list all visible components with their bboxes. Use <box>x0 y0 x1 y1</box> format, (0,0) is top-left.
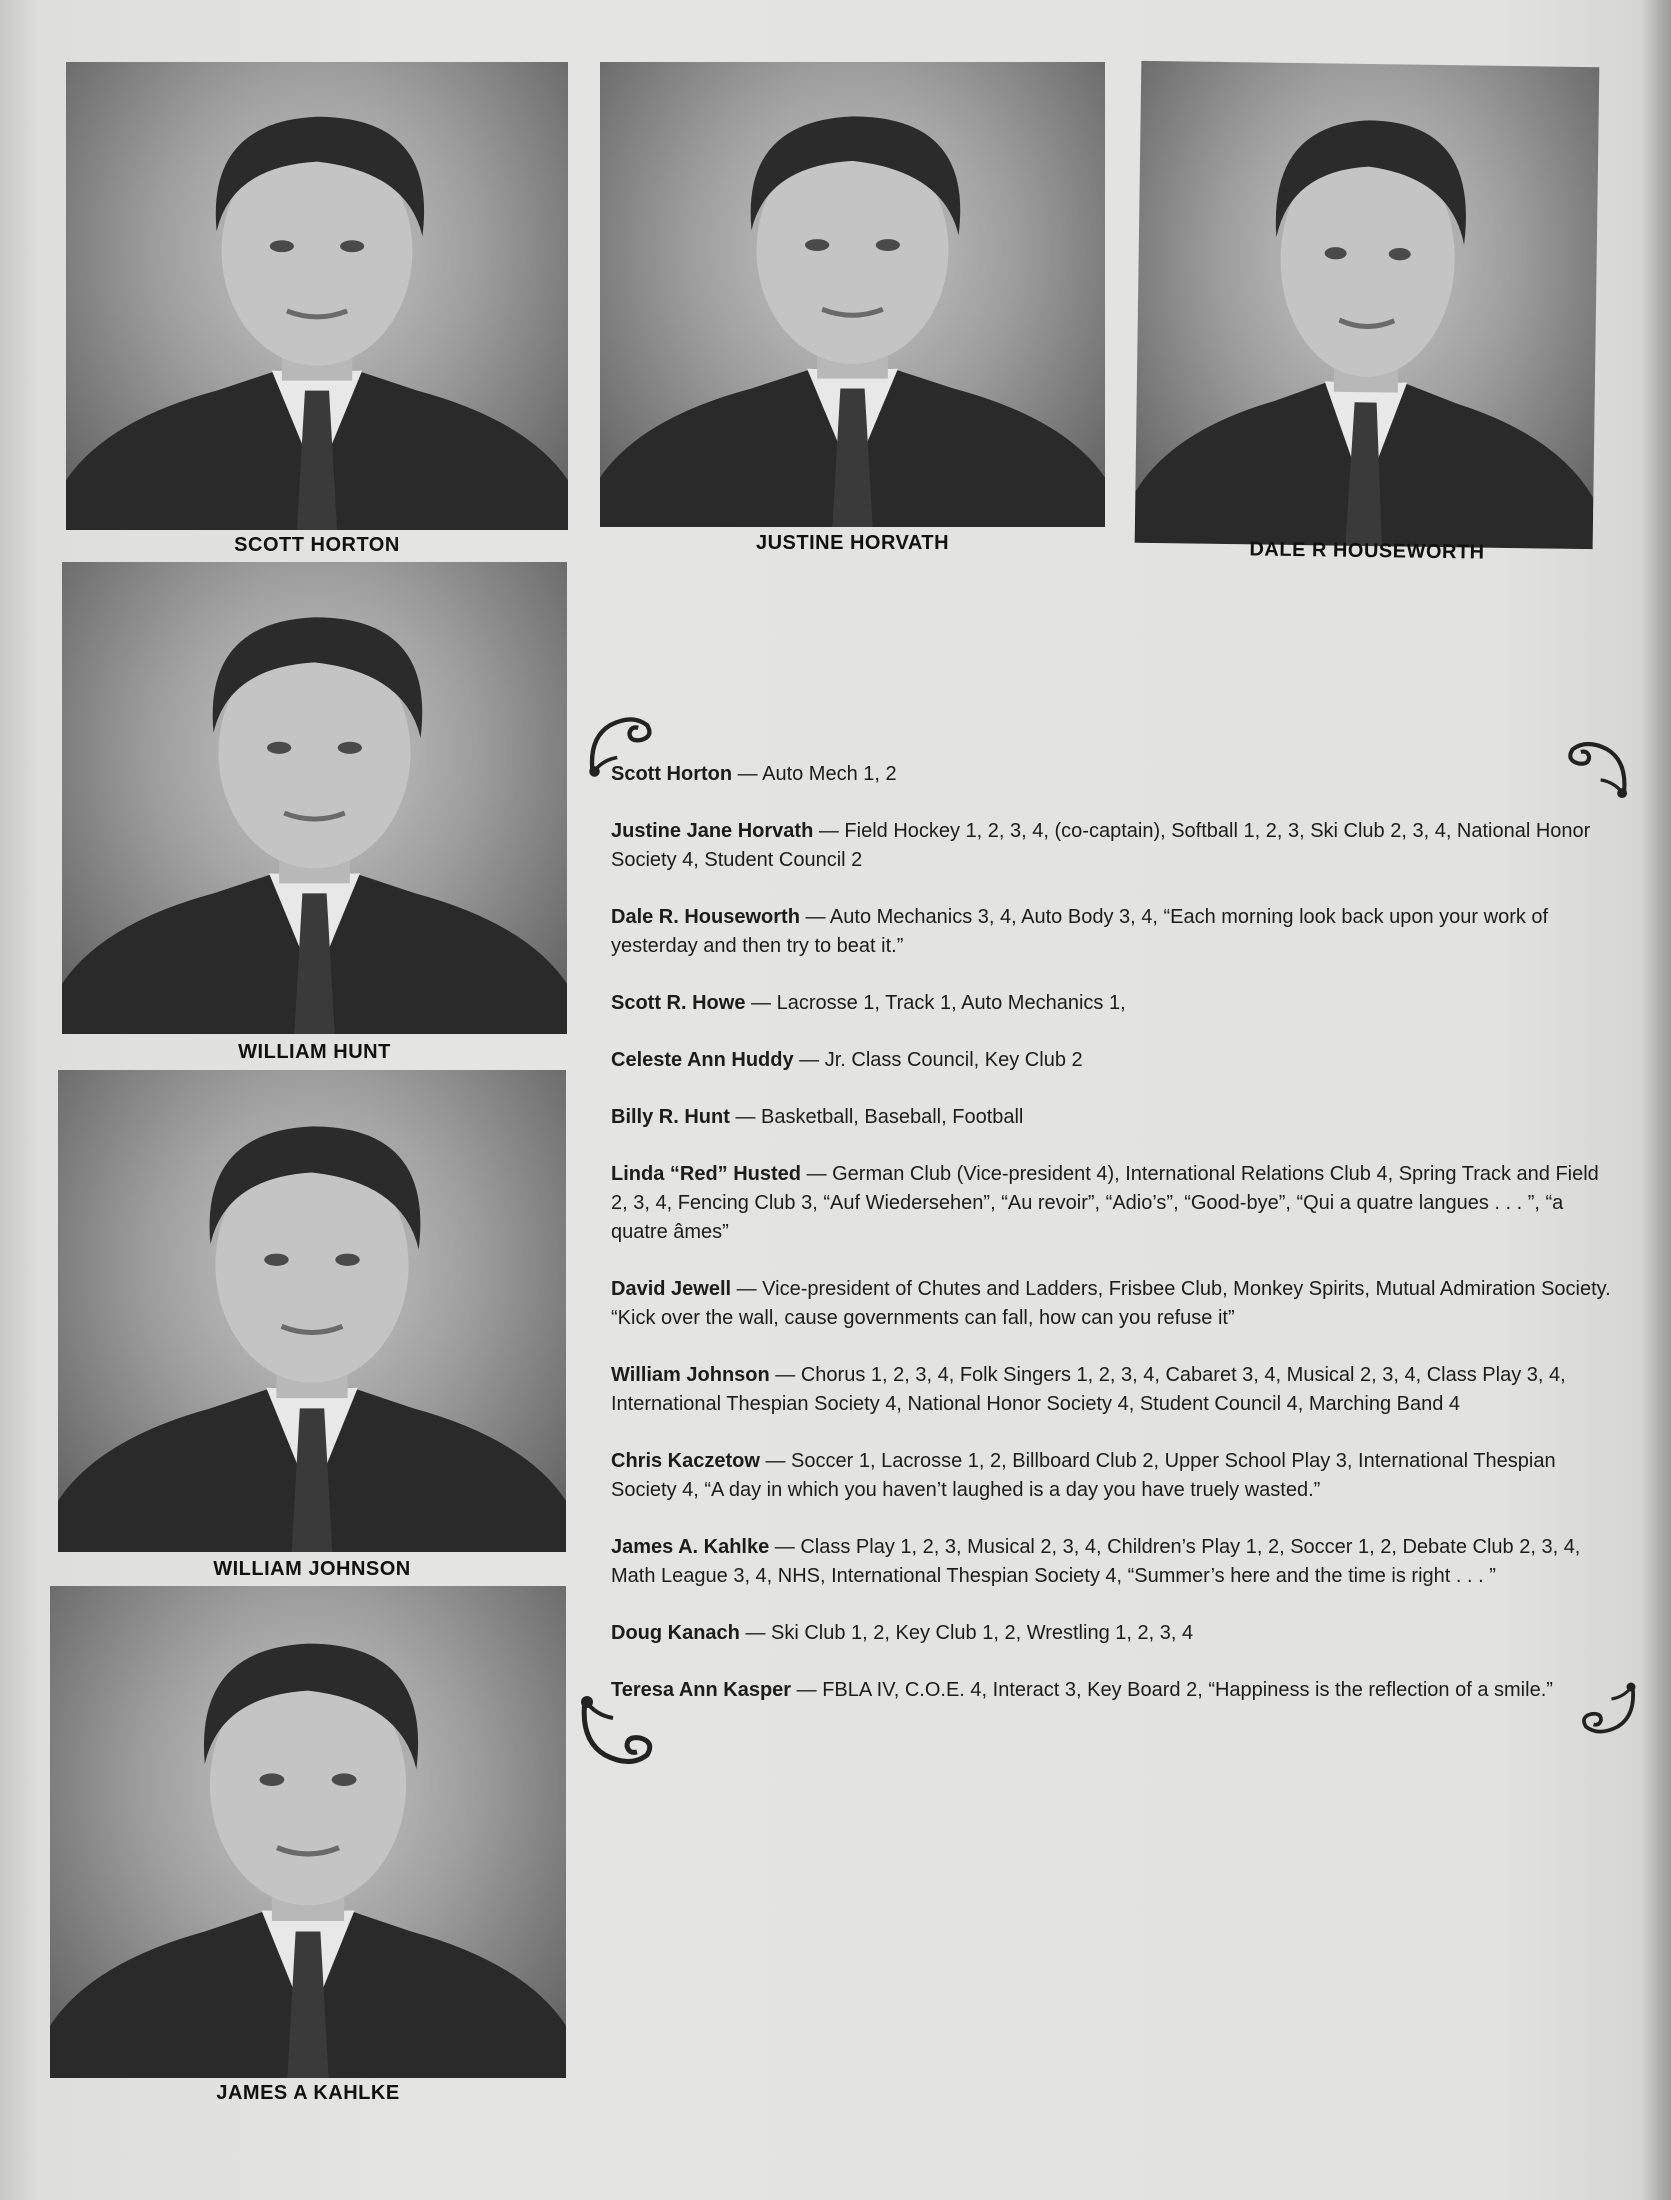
portrait-caption: WILLIAM HUNT <box>238 1041 391 1063</box>
portrait-caption: SCOTT HORTON <box>234 534 400 556</box>
bio-name: Billy R. Hunt <box>611 1106 730 1128</box>
portrait-photo-scott-horton <box>66 62 568 530</box>
portrait-photo-james-kahlke <box>50 1586 566 2078</box>
bio-text: — Vice-president of Chutes and Ladders, Frisbee Club, Monkey Spirits, Mutual Admiration Society. “Kick over the wall, cause governments can fall, how can you refuse it” <box>611 1278 1611 1329</box>
bio-text: — Auto Mech 1, 2 <box>732 763 897 785</box>
bio-entry <box>611 1160 1611 1247</box>
bio-text: — Field Hockey 1, 2, 3, 4, (co-captain), Softball 1, 2, 3, Ski Club 2, 3, 4, National Honor Society 4, Student Council 2 <box>611 820 1591 871</box>
bio-name: David Jewell <box>611 1278 732 1300</box>
bio-entry <box>611 903 1611 961</box>
bio-entry <box>611 1533 1611 1591</box>
bio-entry <box>611 1447 1611 1505</box>
bio-text: — Auto Mechanics 3, 4, Auto Body 3, 4, “Each morning look back upon your work of yesterday and then try to beat it.” <box>611 906 1549 957</box>
portrait-caption: DALE R HOUSEWORTH <box>1249 538 1485 564</box>
bio-text: — Lacrosse 1, Track 1, Auto Mechanics 1, <box>745 992 1126 1014</box>
bio-text: — Basketball, Baseball, Football <box>729 1106 1024 1128</box>
bio-name: Scott Horton <box>611 763 733 785</box>
portrait-photo-dale-houseworth <box>1135 61 1600 549</box>
bio-name: William Johnson <box>611 1364 770 1386</box>
bio-name: Teresa Ann Kasper <box>611 1679 792 1701</box>
bio-entry <box>611 1676 1611 1705</box>
bio-entry <box>611 1275 1611 1333</box>
portrait-caption: JUSTINE HORVATH <box>755 532 950 554</box>
bio-entry <box>611 1361 1611 1419</box>
bio-name: Linda “Red” Husted <box>611 1163 802 1185</box>
portrait-photo-william-johnson <box>58 1070 566 1552</box>
bio-text: — German Club (Vice-president 4), International Relations Club 4, Spring Track and Field 2, 3, 4, Fencing Club 3, “Auf Wiedersehen”, “Au revoir”, “Adio’s”, “Good-bye”, “Qui a quatre langues . . . ”, “a quatre âmes” <box>611 1163 1599 1243</box>
bio-entry <box>611 1046 1611 1075</box>
senior-activities-list <box>611 760 1611 1733</box>
portrait-photo-william-hunt <box>62 562 567 1034</box>
bio-text: — Ski Club 1, 2, Key Club 1, 2, Wrestling 1, 2, 3, 4 <box>739 1622 1194 1644</box>
bio-name: Chris Kaczetow <box>611 1450 760 1472</box>
bio-entry <box>611 1619 1611 1648</box>
bio-text: — FBLA IV, C.O.E. 4, Interact 3, Key Board 2, “Happiness is the reflection of a smile.” <box>791 1679 1553 1701</box>
bio-entry <box>611 1103 1611 1132</box>
bio-text: — Chorus 1, 2, 3, 4, Folk Singers 1, 2, 3, 4, Cabaret 3, 4, Musical 2, 3, 4, Class Play 3, 4, International Thespian Society 4, National Honor Society 4, Student Council 4, Marching Band 4 <box>611 1364 1566 1415</box>
portrait-caption: JAMES A KAHLKE <box>216 2082 400 2104</box>
bio-name: Scott R. Howe <box>611 992 746 1014</box>
bio-entry <box>611 817 1611 875</box>
bio-name: Doug Kanach <box>611 1622 740 1644</box>
portrait-caption: WILLIAM JOHNSON <box>213 1558 411 1580</box>
bio-text: — Class Play 1, 2, 3, Musical 2, 3, 4, Children’s Play 1, 2, Soccer 1, 2, Debate Club 2, 3, 4, Math League 3, 4, NHS, International Thespian Society 4, “Summer’s here and the time is right . . . ” <box>611 1536 1581 1587</box>
bio-name: Dale R. Houseworth <box>611 906 800 928</box>
portrait-photo-justine-horvath <box>600 62 1105 527</box>
bio-entry <box>611 760 1611 789</box>
bio-text: — Soccer 1, Lacrosse 1, 2, Billboard Club 2, Upper School Play 3, International Thespian Society 4, “A day in which you haven’t laughed is a day you have truely wasted.” <box>611 1450 1556 1501</box>
bio-name: James A. Kahlke <box>611 1536 770 1558</box>
bio-text: — Jr. Class Council, Key Club 2 <box>793 1049 1083 1071</box>
bio-name: Justine Jane Horvath <box>611 820 814 842</box>
bio-name: Celeste Ann Huddy <box>611 1049 794 1071</box>
bio-entry <box>611 989 1611 1018</box>
